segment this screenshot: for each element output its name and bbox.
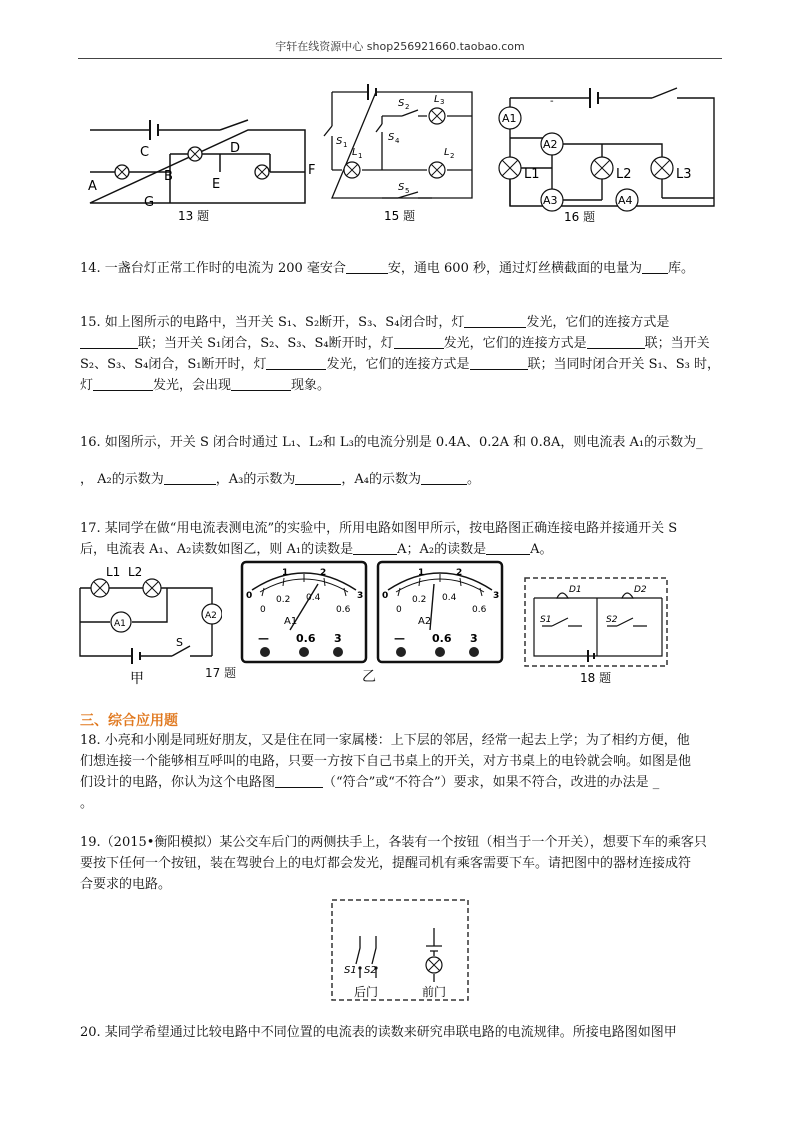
q18-line4: 。 <box>80 796 94 811</box>
figure-17-caption: 17 题 <box>205 666 237 680</box>
figure-17-jia-caption: 甲 <box>130 671 144 687</box>
a1-top-0: 0 <box>246 591 253 601</box>
q18-line3-b: （“符合”或“不符合”）要求，如果不符合，改进的办法是 _ <box>323 775 660 790</box>
a1-term-3: 3 <box>334 632 342 645</box>
label-s2-sub: 2 <box>405 103 410 111</box>
label-l2: L2 <box>128 565 143 579</box>
label-s5-sub: 5 <box>405 187 410 195</box>
label-a1: A1 <box>502 112 517 125</box>
label-a2: A2 <box>543 138 558 151</box>
q15-line4-c: 现象。 <box>291 378 331 393</box>
label-l1-sub: 1 <box>358 152 363 160</box>
q15-line4-a: 灯 <box>80 378 94 393</box>
q18-line2: 们想连接一个能够相互呼叫的电路，只要一方按下自己书桌上的开关，对方书桌上的电铃就会响。如图是他 <box>80 754 692 769</box>
a2-term-3: 3 <box>470 632 478 645</box>
q16-line2-a: ， A₂的示数为 <box>80 472 164 487</box>
q15-line3-a: S₂、S₃、S₄闭合，S₁断开时，灯 <box>80 357 267 372</box>
label-s: S <box>176 636 183 649</box>
question-16 <box>80 432 730 490</box>
label-e: E <box>212 177 221 192</box>
figure-13-circuit <box>80 108 330 223</box>
ammeter-a2 <box>376 560 504 664</box>
label-l2-sub: 2 <box>450 152 455 160</box>
figure-19-components <box>330 898 470 1004</box>
question-18 <box>80 730 730 814</box>
q17-line2-c: A。 <box>530 542 553 557</box>
label-back-door: 后门 <box>354 985 379 999</box>
label-s4: S <box>388 132 395 143</box>
label-a4: A4 <box>618 194 633 207</box>
label-front-door: 前门 <box>422 985 447 999</box>
figure-17-yi-caption: 乙 <box>362 669 376 685</box>
label-a: A <box>88 179 97 194</box>
q15-blank-3 <box>394 335 444 349</box>
question-17 <box>80 518 730 560</box>
q18-blank-1 <box>275 774 323 788</box>
q20-line1: 20. 某同学希望通过比较电路中不同位置的电流表的读数来研究串联电路的电流规律。所接电路图如图甲 <box>80 1025 677 1040</box>
q15-blank-5 <box>266 356 326 370</box>
q15-blank-2 <box>80 335 138 349</box>
label-l2: L <box>444 147 450 158</box>
a2-term-neg: — <box>394 632 405 645</box>
a2-top-1: 1 <box>418 568 425 578</box>
label-l3: L3 <box>676 167 692 182</box>
question-20 <box>80 1022 730 1043</box>
a2-inner-2: 0.4 <box>442 593 457 603</box>
q18-line1: 18. 小亮和小刚是同班好朋友，又是住在同一家属楼：上下层的邻居，经常一起去上学；为了相约方便，他 <box>80 733 690 748</box>
q16-line2-d: 。 <box>466 472 480 487</box>
q15-line2-b: 发光，它们的连接方式是 <box>443 336 587 351</box>
question-15 <box>80 312 730 396</box>
figure-13-caption: 13 题 <box>178 209 210 223</box>
figure-15-circuit <box>322 80 482 225</box>
label-a3: A3 <box>543 194 558 207</box>
q17-line1: 17. 某同学在做“用电流表测电流”的实验中，所用电路如图甲所示，按电路图正确连接电路并接通开关 S <box>80 521 678 536</box>
label-d1: D1 <box>569 585 582 595</box>
a1-top-2: 2 <box>320 568 327 578</box>
question-19 <box>80 832 730 895</box>
figure-18-caption: 18 题 <box>580 671 612 685</box>
q19-line1: 19.（2015•衡阳模拟）某公交车后门的两侧扶手上，各装有一个按钮（相当于一个开关），想要下车的乘客只 <box>80 835 707 850</box>
question-14 <box>80 258 730 279</box>
a1-label: A1 <box>284 616 298 627</box>
label-s5: S <box>398 182 405 193</box>
q16-line2-c: ，A₄的示数为 <box>341 472 421 487</box>
q15-blank-6 <box>470 356 528 370</box>
q17-line2-b: A；A₂的读数是 <box>397 542 487 557</box>
a1-top-1: 1 <box>282 568 289 578</box>
q14-text-c: 库。 <box>667 261 694 276</box>
q15-blank-1 <box>464 314 526 328</box>
label-l1: L1 <box>106 565 121 579</box>
a1-top-3: 3 <box>357 591 364 601</box>
label-d: D <box>230 141 241 156</box>
label-d2: D2 <box>634 585 647 595</box>
figure-18-circuit <box>522 574 672 686</box>
a2-term-06: 0.6 <box>432 632 452 645</box>
label-c: C <box>140 145 150 160</box>
figure-15-caption: 15 题 <box>384 209 416 223</box>
label-b: B <box>164 169 173 184</box>
q18-line3-a: 们设计的电路，你认为这个电路图 <box>80 775 276 790</box>
label-l3-sub: 3 <box>440 98 445 106</box>
q19-line2: 要按下任何一个按钮，装在驾驶台上的电灯都会发光，提醒司机有乘客需要下车。请把图中的器材连接成符 <box>80 856 692 871</box>
a1-term-neg: — <box>258 632 269 645</box>
label-s2: S2 <box>364 965 377 976</box>
label-g: G <box>144 195 155 210</box>
q15-line3-c: 联；当同时闭合开关 S₁、S₃ 时， <box>527 357 720 372</box>
a1-term-06: 0.6 <box>296 632 316 645</box>
ammeter-a1 <box>240 560 368 664</box>
q16-blank-a4 <box>421 471 467 485</box>
label-s2: S2 <box>606 615 618 625</box>
q19-line3: 合要求的电路。 <box>80 877 172 892</box>
label-a2: A2 <box>205 611 217 621</box>
q15-line1-b: 发光，它们的连接方式是 <box>526 315 670 330</box>
label-s1: S1 <box>540 615 552 625</box>
section-heading: 三、综合应用题 <box>80 713 178 729</box>
label-l3: L <box>434 94 440 105</box>
label-s1: S1 <box>344 965 357 976</box>
a1-inner-0: 0 <box>260 605 266 615</box>
label-l1: L1 <box>524 167 540 182</box>
a2-inner-3: 0.6 <box>472 605 487 615</box>
q17-blank-1 <box>353 541 397 555</box>
a2-top-0: 0 <box>382 591 389 601</box>
q15-blank-4 <box>587 335 645 349</box>
a1-inner-2: 0.4 <box>306 593 321 603</box>
q15-line3-b: 发光，它们的连接方式是 <box>326 357 470 372</box>
label-l1: L <box>352 147 358 158</box>
q15-line2-a: 联；当开关 S₁闭合，S₂、S₃、S₄断开时，灯 <box>138 336 394 351</box>
a2-top-3: 3 <box>493 591 500 601</box>
a1-inner-3: 0.6 <box>336 605 351 615</box>
q17-blank-2 <box>486 541 530 555</box>
q14-blank-1 <box>346 260 388 274</box>
q14-text-a: 14. 一盏台灯正常工作时的电流为 200 毫安合 <box>80 261 346 276</box>
a2-label: A2 <box>418 616 432 627</box>
label-f: F <box>308 163 316 178</box>
q15-line1-a: 15. 如上图所示的电路中，当开关 S₁、S₂断开，S₃、S₄闭合时，灯 <box>80 315 465 330</box>
label-a1: A1 <box>114 619 126 629</box>
figure-16-circuit <box>492 78 722 226</box>
figure-17-jia-circuit <box>72 562 222 687</box>
label-l2: L2 <box>616 167 632 182</box>
q15-blank-8 <box>231 377 291 391</box>
label-s2: S <box>398 98 405 109</box>
q16-blank-a3 <box>295 471 341 485</box>
label-s1-sub: 1 <box>343 141 348 149</box>
q15-line2-c: 联；当开关 <box>644 336 710 351</box>
a2-inner-1: 0.2 <box>412 595 427 605</box>
label-s4-sub: 4 <box>395 137 400 145</box>
q15-blank-7 <box>93 377 153 391</box>
q14-text-b: 安，通电 600 秒，通过灯丝横截面的电量为 <box>387 261 642 276</box>
a2-top-2: 2 <box>456 568 463 578</box>
q16-line2-b: ，A₃的示数为 <box>215 472 296 487</box>
figure-16-caption: 16 题 <box>564 210 596 224</box>
q14-blank-2 <box>642 260 668 274</box>
label-s1: S <box>336 136 343 147</box>
a1-inner-1: 0.2 <box>276 595 291 605</box>
label-minus: - <box>550 96 554 107</box>
page-header: 宇轩在线资源中心 shop256921660.taobao.com <box>78 38 722 59</box>
q15-line4-b: 发光，会出现 <box>153 378 232 393</box>
q17-line2-a: 后，电流表 A₁、A₂读数如图乙，则 A₁的读数是 <box>80 542 354 557</box>
a2-inner-0: 0 <box>396 605 402 615</box>
q16-blank-a2 <box>164 471 216 485</box>
q16-line1: 16. 如图所示，开关 S 闭合时通过 L₁、L₂和 L₃的电流分别是 0.4A、0.2A 和 0.8A，则电流表 A₁的示数为_ <box>80 435 703 450</box>
